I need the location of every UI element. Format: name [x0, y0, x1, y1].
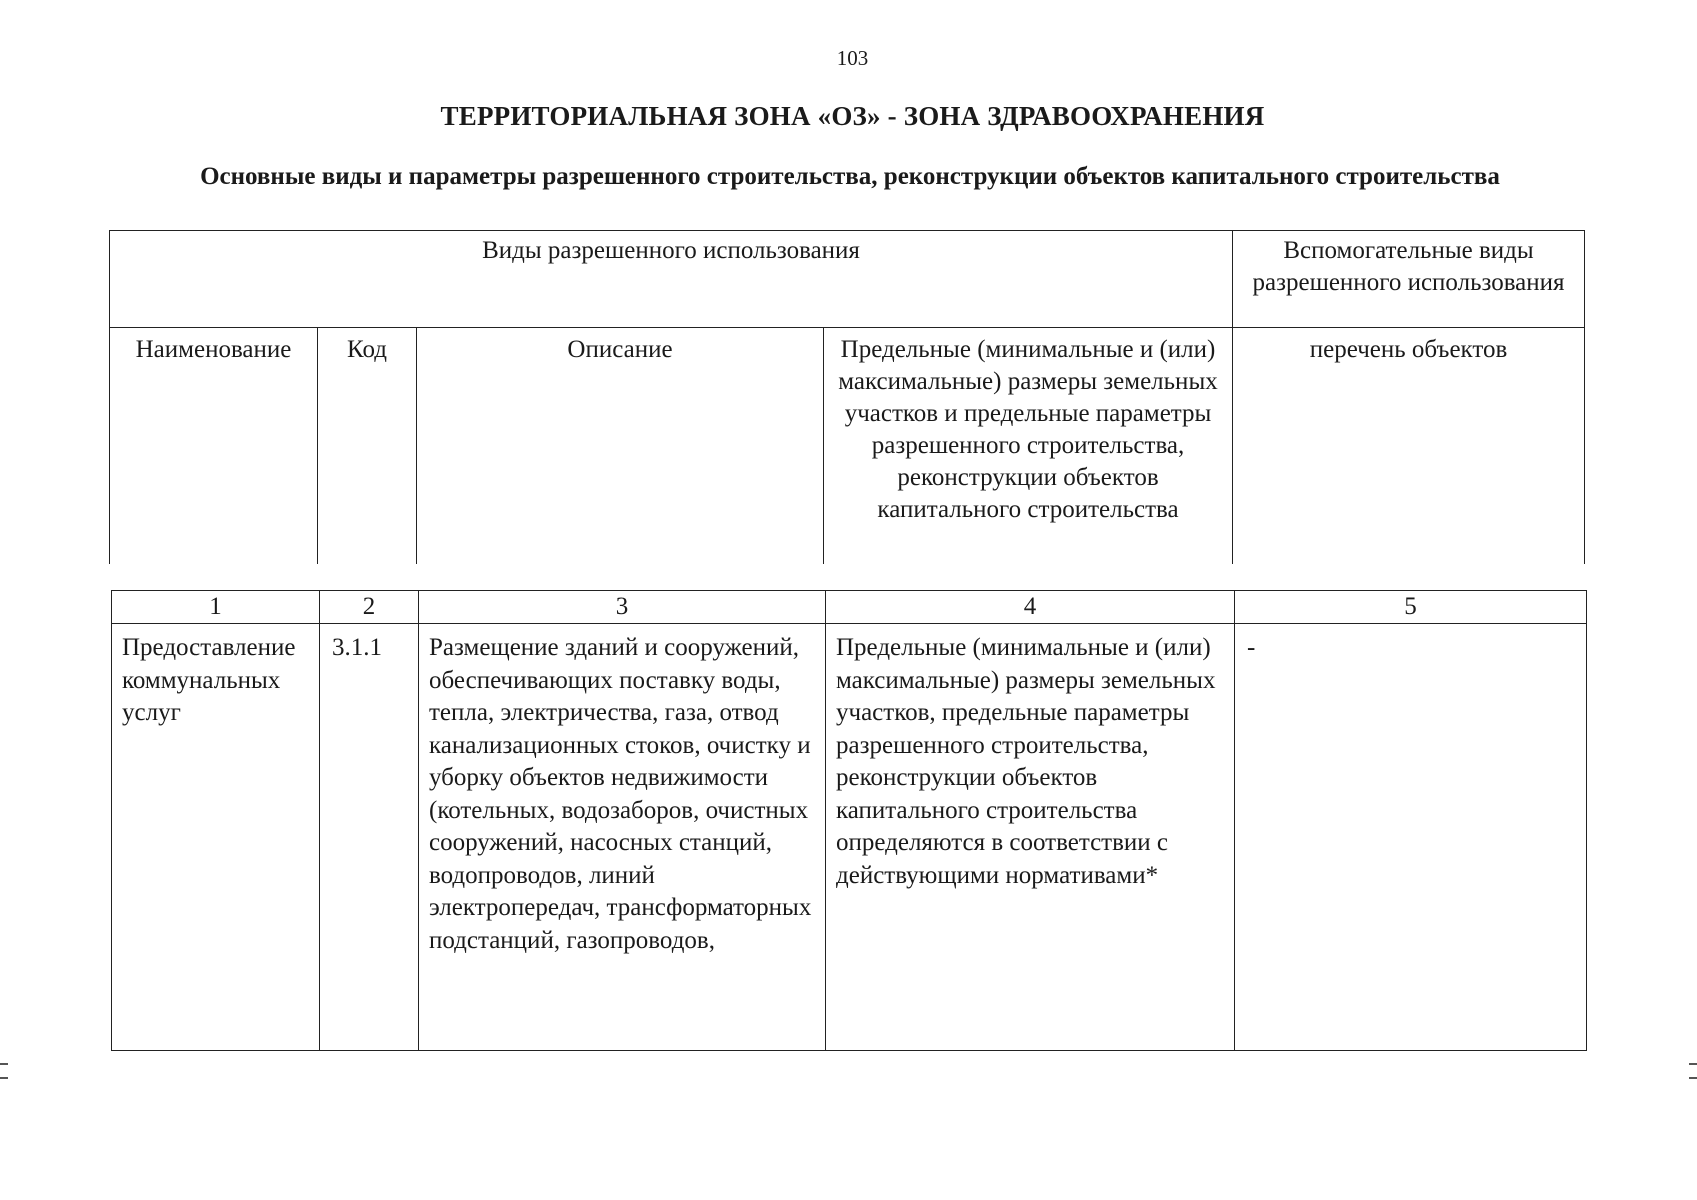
- permitted-use-group-header: Виды разрешенного использования: [110, 231, 1233, 328]
- column-header-description: Описание: [417, 328, 824, 565]
- scan-edge-mark: [0, 1077, 8, 1079]
- column-number: 3: [419, 591, 826, 624]
- data-table: [111, 590, 1587, 1051]
- column-header-objects-list: перечень объектов: [1233, 328, 1585, 565]
- column-number: 2: [320, 591, 419, 624]
- auxiliary-objects-cell: -: [1235, 624, 1587, 1051]
- use-code-cell: 3.1.1: [320, 624, 419, 1051]
- scan-edge-mark: [1689, 1077, 1697, 1079]
- use-name-cell: Предоставление коммунальных услуг: [112, 624, 320, 1051]
- section-title: Основные виды и параметры разрешенного строительства, реконструкции объектов капитального строительства: [200, 163, 1500, 190]
- column-number: 4: [826, 591, 1235, 624]
- scan-edge-mark: [1689, 1063, 1697, 1065]
- column-header-code: Код: [318, 328, 417, 565]
- header-table: [109, 230, 1585, 564]
- column-number-row: [112, 591, 1587, 624]
- zone-title: ТЕРРИТОРИАЛЬНАЯ ЗОНА «ОЗ» - ЗОНА ЗДРАВООХРАНЕНИЯ: [440, 101, 1265, 131]
- use-description-cell: Размещение зданий и сооружений, обеспечивающих поставку воды, тепла, электричества, газа, отвод канализационных стоков, очистку и уборку объектов недвижимости (котельных, водозаборов, очистных сооружений, насосных станций, водопроводов, линий электропередач, трансформаторных подстанций, газопроводов,: [419, 624, 826, 1051]
- column-header-name: Наименование: [110, 328, 318, 565]
- auxiliary-use-header: Вспомогательные виды разрешенного использования: [1233, 231, 1585, 328]
- column-number: 1: [112, 591, 320, 624]
- parameters-cell: Предельные (минимальные и (или) максимальные) размеры земельных участков, предельные параметры разрешенного строительства, реконструкции объектов капитального строительства определяются в соответствии с действующими нормативами*: [826, 624, 1235, 1051]
- page-number: 103: [836, 46, 869, 70]
- column-number: 5: [1235, 591, 1587, 624]
- table-row: [112, 624, 1587, 1051]
- scan-edge-mark: [0, 1063, 8, 1065]
- column-header-parameters: Предельные (минимальные и (или) максимальные) размеры земельных участков и предельные параметры разрешенного строительства, реконструкции объектов капитального строительства: [824, 328, 1233, 565]
